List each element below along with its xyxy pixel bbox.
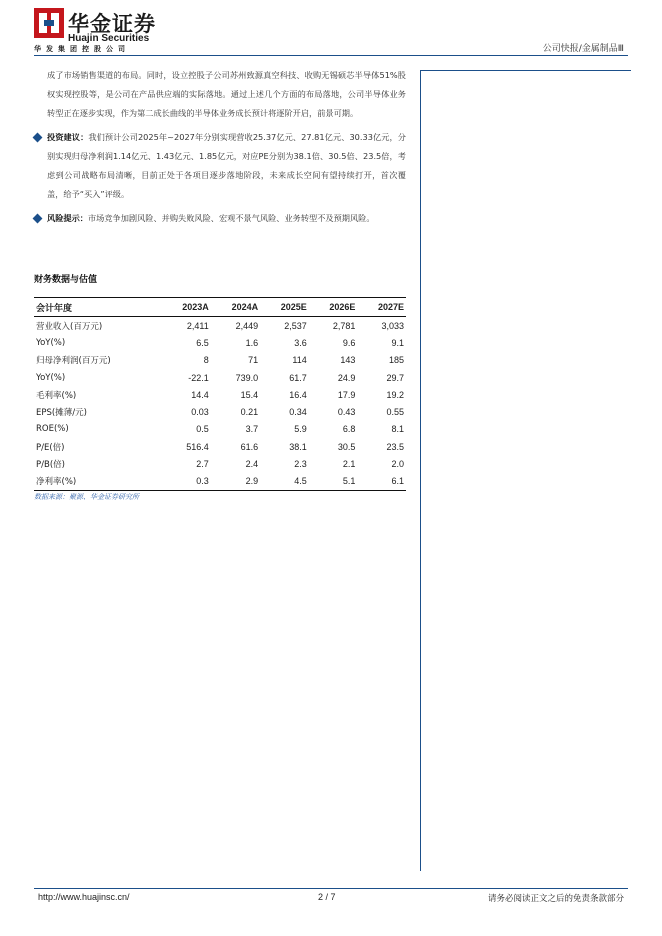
value-cell: 2,411 [186, 320, 209, 331]
value-cell: 739.0 [235, 372, 259, 383]
value-cell: 3.6 [294, 337, 307, 348]
value-cell: 3,033 [381, 320, 404, 331]
row-label-cell: 毛利率(%) [36, 390, 77, 401]
value-cell: 0.43 [337, 407, 356, 418]
value-cell: 61.6 [240, 441, 259, 452]
value-cell: 0.34 [289, 407, 307, 418]
risk-text: 市场竞争加剧风险、并购失败风险、宏观不景气风险、业务转型不及预期风险。 [87, 213, 375, 223]
table-row [34, 317, 406, 335]
sidebar-frame [420, 70, 631, 871]
value-cell: 61.7 [289, 372, 307, 383]
value-cell: 0.21 [240, 407, 259, 418]
value-cell: 6.8 [342, 424, 356, 435]
value-cell: 143 [340, 355, 356, 366]
row-label-cell: P/B(倍) [36, 460, 65, 471]
header-cell: 会计年度 [34, 298, 161, 317]
value-cell: 71 [248, 355, 259, 366]
report-category: 公司快报/金属制品Ⅲ [542, 44, 624, 54]
company-logo [34, 8, 204, 54]
financial-table [34, 297, 406, 491]
table-row [34, 386, 406, 403]
value-cell: 15.4 [240, 389, 259, 400]
value-cell: 14.4 [191, 389, 209, 400]
table-title: 财务数据与估值 [34, 275, 98, 285]
value-cell: 2,781 [332, 320, 356, 331]
header-cell: 2025E [260, 298, 309, 317]
table-row [34, 473, 406, 491]
website-link[interactable]: http://www.huajinsc.cn/ [38, 892, 130, 902]
value-cell: 5.1 [309, 473, 358, 491]
value-cell: 2.4 [245, 459, 259, 470]
table-row [34, 421, 406, 438]
value-cell: 0.03 [191, 407, 209, 418]
value-cell: 6.5 [196, 337, 209, 348]
value-cell: 38.1 [289, 441, 307, 452]
huajin-logo-icon [34, 8, 64, 38]
main-content [34, 66, 406, 228]
table-row [34, 352, 406, 369]
row-label-cell: ROE(%) [36, 424, 69, 435]
logo-chinese-name: 华金证券 [68, 12, 156, 36]
table-header-row [34, 298, 406, 317]
advice-text: 我们预计公司2025年~2027年分别实现营收25.37亿元、27.81亿元、30.33亿元，分别实现归母净利润1.14亿元、1.43亿元、1.85亿元，对应PE分别为38.1倍、30.5倍、23.5倍，考虑到公司战略布局清晰，目前正处于各项目逐步落地阶段，未来成长空间有望持续打开，首次覆盖，给予“买入”评级。 [47, 132, 406, 199]
row-label-cell: YoY(%) [36, 337, 66, 348]
row-label-cell: 营业收入(百万元) [36, 321, 103, 332]
value-cell: 23.5 [386, 441, 404, 452]
page-number: 2 / 7 [318, 892, 336, 902]
value-cell: 2,537 [284, 320, 307, 331]
table-row [34, 403, 406, 420]
value-cell: 0.55 [386, 407, 404, 418]
row-label-cell: YoY(%) [36, 372, 66, 383]
value-cell: 19.2 [386, 389, 404, 400]
value-cell: 0.5 [196, 424, 209, 435]
value-cell: 30.5 [337, 441, 356, 452]
value-cell: 24.9 [337, 372, 356, 383]
value-cell: 16.4 [289, 389, 307, 400]
investment-advice [34, 128, 406, 204]
footer-divider [34, 888, 628, 889]
value-cell: 6.1 [357, 473, 406, 491]
logo-subtitle: 华发集团控股公司 [34, 45, 130, 53]
value-cell: 2.3 [294, 459, 307, 470]
risk-label: 风险提示： [47, 213, 88, 223]
header-cell: 2023A [161, 298, 210, 317]
value-cell: 29.7 [386, 372, 404, 383]
table-row [34, 369, 406, 386]
row-label-cell: 净利率(%) [34, 473, 161, 491]
value-cell: 8.1 [391, 424, 404, 435]
header-cell: 2026E [309, 298, 358, 317]
value-cell: 2,449 [235, 320, 259, 331]
row-label-cell: EPS(摊薄/元) [36, 408, 87, 419]
value-cell: 17.9 [337, 389, 356, 400]
value-cell: 9.6 [342, 337, 356, 348]
table-row [34, 455, 406, 472]
value-cell: 2.9 [211, 473, 260, 491]
value-cell: 4.5 [260, 473, 309, 491]
value-cell: 8 [203, 355, 209, 366]
value-cell: 5.9 [294, 424, 307, 435]
intro-paragraph: 成了市场销售渠道的布局。同时，设立控股子公司苏州致源真空科技、收购无锡硕芯半导体51%股权实现控股等，是公司在产品供应端的实际落地。通过上述几个方面的布局落地，公司半导体业务转型正在逐步实现，作为第二成长曲线的半导体业务成长预计将逐阶开启，前景可期。 [47, 70, 406, 118]
value-cell: 1.6 [245, 337, 259, 348]
value-cell: 3.7 [245, 424, 259, 435]
logo-english-name: Huajin Securities [68, 33, 150, 44]
header-cell: 2027E [357, 298, 406, 317]
header-cell: 2024A [211, 298, 260, 317]
value-cell: 0.3 [161, 473, 210, 491]
table-row [34, 334, 406, 351]
value-cell: -22.1 [188, 372, 209, 383]
advice-label: 投资建议： [47, 132, 89, 142]
header-divider [34, 55, 628, 56]
risk-warning [34, 209, 406, 228]
data-source: 数据来源：聚源、华金证券研究所 [34, 493, 139, 501]
value-cell: 185 [388, 355, 404, 366]
value-cell: 516.4 [186, 441, 209, 452]
value-cell: 2.0 [391, 459, 404, 470]
diamond-bullet-icon [33, 214, 43, 224]
value-cell: 2.7 [196, 459, 209, 470]
row-label-cell: P/E(倍) [36, 442, 65, 453]
disclaimer-note: 请务必阅读正文之后的免责条款部分 [487, 894, 624, 904]
value-cell: 2.1 [342, 459, 356, 470]
row-label-cell: 归母净利润(百万元) [36, 356, 111, 367]
diamond-bullet-icon [33, 133, 43, 143]
value-cell: 114 [292, 355, 307, 366]
value-cell: 9.1 [391, 337, 404, 348]
table-row [34, 438, 406, 455]
